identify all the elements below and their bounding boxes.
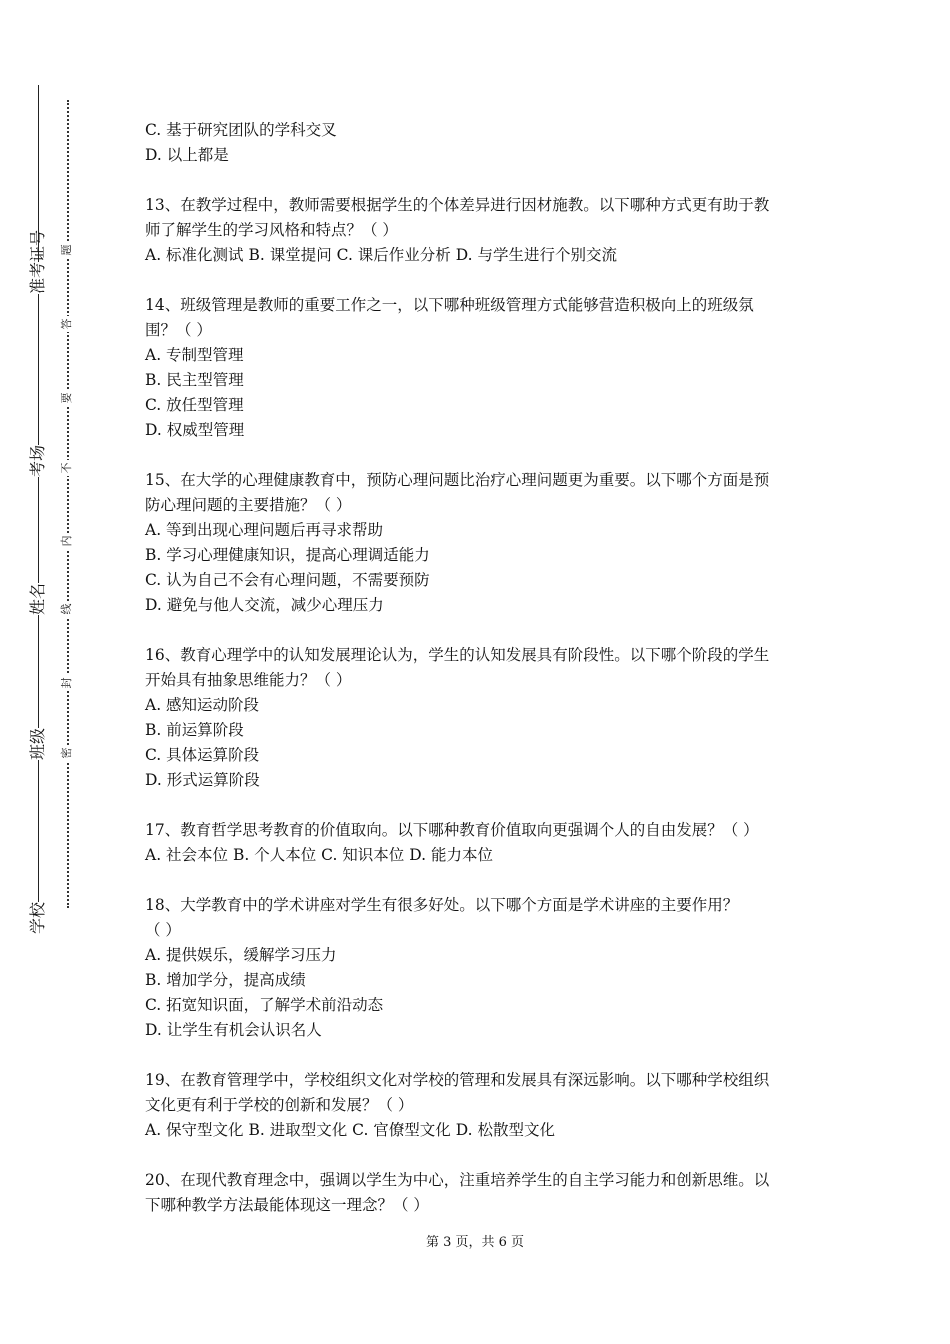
question-text: 开始具有抽象思维能力？（ ） — [145, 671, 352, 689]
option: A. 标准化测试 B. 课堂提问 C. 课后作业分析 D. 与学生进行个别交流 — [145, 246, 617, 264]
question-content — [145, 118, 815, 1243]
question-text: 下哪种教学方法最能体现这一理念？（ ） — [145, 1196, 429, 1214]
question-18 — [145, 893, 815, 1043]
option: C. 基于研究团队的学科交叉 — [145, 121, 337, 139]
field-label-exam-id: 准考证号 — [22, 262, 54, 294]
question-text: 13、在教学过程中，教师需要根据学生的个体差异进行因材施教。以下哪种方式更有助于教 — [145, 196, 770, 214]
question-16 — [145, 643, 815, 793]
option: B. 前运算阶段 — [145, 721, 244, 739]
option: D. 以上都是 — [145, 146, 229, 164]
question-text: 19、在教育管理学中，学校组织文化对学校的管理和发展具有深远影响。以下哪种学校组织 — [145, 1071, 770, 1089]
option: C. 具体运算阶段 — [145, 746, 260, 764]
option: B. 民主型管理 — [145, 371, 244, 389]
seal-char: 密 — [59, 745, 75, 761]
seal-char: 不 — [59, 460, 75, 476]
question-17 — [145, 818, 815, 868]
question-text: 14、班级管理是教师的重要工作之一，以下哪种班级管理方式能够营造积极向上的班级氛 — [145, 296, 754, 314]
question-text: 师了解学生的学习风格和特点？（ ） — [145, 221, 398, 239]
option: A. 社会本位 B. 个人本位 C. 知识本位 D. 能力本位 — [145, 846, 493, 864]
question-text: 18、大学教育中的学术讲座对学生有很多好处。以下哪个方面是学术讲座的主要作用？ — [145, 896, 739, 914]
question-13 — [145, 193, 815, 268]
seal-char: 题 — [59, 242, 75, 258]
seal-char: 封 — [59, 675, 75, 691]
question-text: 17、教育哲学思考教育的价值取向。以下哪种教育价值取向更强调个人的自由发展？（ ） — [145, 821, 759, 839]
question-14 — [145, 293, 815, 443]
option: B. 增加学分，提高成绩 — [145, 971, 306, 989]
option: C. 拓宽知识面，了解学术前沿动态 — [145, 996, 384, 1014]
option: B. 学习心理健康知识，提高心理调适能力 — [145, 546, 430, 564]
seal-char: 线 — [59, 601, 75, 617]
option: A. 提供娱乐，缓解学习压力 — [145, 946, 337, 964]
binding-dotted-line — [67, 100, 69, 908]
option: D. 让学生有机会认识名人 — [145, 1021, 322, 1039]
question-20 — [145, 1168, 815, 1218]
seal-char: 内 — [59, 533, 75, 549]
option: C. 放任型管理 — [145, 396, 244, 414]
seal-char: 答 — [59, 316, 75, 332]
binding-margin — [0, 0, 120, 1344]
page-footer: 第 3 页，共 6 页 — [425, 1235, 525, 1250]
question-text: 文化更有利于学校的创新和发展？（ ） — [145, 1096, 414, 1114]
question-15 — [145, 468, 815, 618]
question-text: （ ） — [145, 921, 181, 939]
field-label-name: 姓名 — [22, 583, 54, 615]
option: A. 感知运动阶段 — [145, 696, 260, 714]
question-text: 16、教育心理学中的认知发展理论认为，学生的认知发展具有阶段性。以下哪个阶段的学生 — [145, 646, 770, 664]
option: A. 保守型文化 B. 进取型文化 C. 官僚型文化 D. 松散型文化 — [145, 1121, 555, 1139]
field-label-school: 学校 — [22, 902, 54, 934]
field-label-class: 班级 — [22, 728, 54, 760]
seal-char: 要 — [59, 390, 75, 406]
option: A. 等到出现心理问题后再寻求帮助 — [145, 521, 384, 539]
question-text: 围？（ ） — [145, 321, 212, 339]
question-12-tail — [145, 118, 815, 168]
question-19 — [145, 1068, 815, 1143]
question-text: 15、在大学的心理健康教育中，预防心理问题比治疗心理问题更为重要。以下哪个方面是预 — [145, 471, 770, 489]
field-label-exam-room: 考场 — [22, 445, 54, 477]
question-text: 防心理问题的主要措施？（ ） — [145, 496, 352, 514]
option: D. 避免与他人交流，减少心理压力 — [145, 596, 384, 614]
option: C. 认为自己不会有心理问题，不需要预防 — [145, 571, 430, 589]
binding-solid-line — [38, 85, 39, 930]
option: D. 权威型管理 — [145, 421, 245, 439]
option: A. 专制型管理 — [145, 346, 244, 364]
question-text: 20、在现代教育理念中，强调以学生为中心，注重培养学生的自主学习能力和创新思维。以 — [145, 1171, 770, 1189]
option: D. 形式运算阶段 — [145, 771, 260, 789]
